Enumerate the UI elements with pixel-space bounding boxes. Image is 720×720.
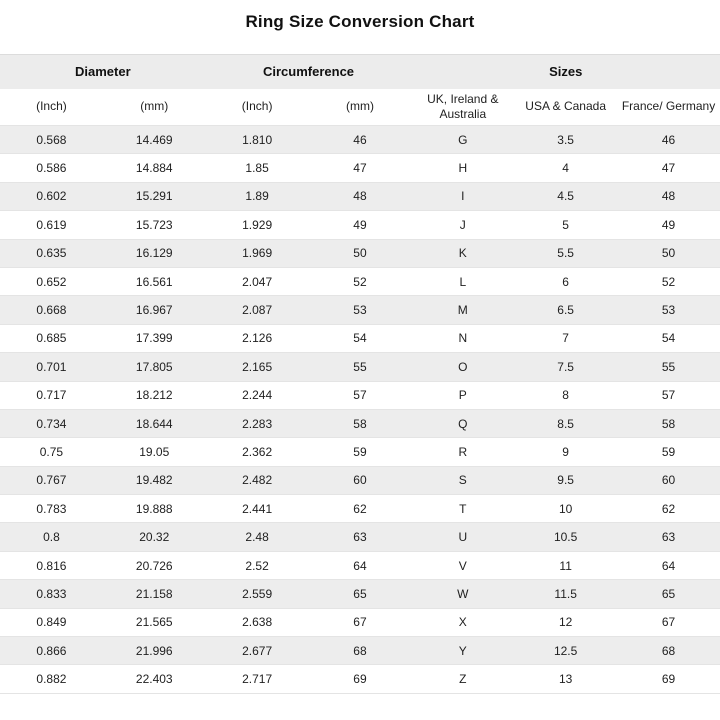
table-head: [0, 55, 720, 126]
table-cell: 4: [562, 161, 569, 176]
table-cell: 0.833: [36, 586, 67, 601]
table-cell: 15.291: [135, 189, 173, 204]
table-cell: 2.441: [242, 501, 273, 516]
table-cell: 2.677: [242, 643, 273, 658]
table-cell: 49: [353, 217, 367, 232]
table-cell: 11: [559, 558, 572, 573]
table-cell: 46: [353, 132, 367, 147]
table-cell: 0.866: [36, 643, 67, 658]
table-cell: O: [458, 359, 468, 374]
table-cell: 20.32: [139, 530, 170, 545]
table-cell: 2.165: [242, 359, 273, 374]
table-cell: 4.5: [557, 189, 574, 204]
table-cell: 0.685: [36, 331, 67, 346]
table-row: [0, 239, 720, 267]
table-cell: 0.668: [36, 303, 67, 318]
table-cell: 14.469: [135, 132, 173, 147]
table-cell: 52: [353, 274, 367, 289]
table-cell: 12.5: [553, 643, 578, 658]
table-cell: I: [461, 189, 465, 204]
table-cell: T: [459, 501, 467, 516]
table-cell: 0.734: [36, 416, 67, 431]
table-cell: 0.882: [36, 672, 67, 687]
table-row: [0, 324, 720, 352]
table-cell: 19.888: [135, 501, 173, 516]
table-cell: 0.75: [39, 444, 64, 459]
table-cell: 2.559: [242, 586, 273, 601]
table-cell: 7.5: [557, 359, 574, 374]
table-cell: 53: [353, 303, 367, 318]
table-cell: 9.5: [557, 473, 574, 488]
table-cell: 60: [353, 473, 367, 488]
table-cell: 1.810: [242, 132, 273, 147]
table-cell: 0.586: [36, 161, 67, 176]
table-cell: K: [458, 246, 467, 261]
table-cell: 17.399: [135, 331, 173, 346]
table-cell: 15.723: [135, 217, 173, 232]
table-cell: 10: [558, 501, 573, 516]
col-header-diameter-mm: (mm): [140, 99, 169, 114]
col-header-usa-canada: USA & Canada: [525, 99, 606, 114]
table-cell: 2.638: [242, 615, 273, 630]
table-cell: 0.635: [36, 246, 67, 261]
table-cell: Q: [458, 416, 468, 431]
table-cell: N: [458, 331, 468, 346]
table-cell: 46: [661, 132, 676, 147]
table-cell: 19.05: [139, 444, 170, 459]
table-row: [0, 409, 720, 437]
table-cell: 52: [661, 274, 676, 289]
table-cell: Y: [458, 643, 467, 658]
table-cell: 21.996: [135, 643, 173, 658]
table-cell: 0.568: [36, 132, 67, 147]
table-cell: 0.701: [36, 359, 67, 374]
table-cell: 54: [661, 331, 676, 346]
group-header-sizes: Sizes: [549, 64, 583, 80]
table-cell: 2.482: [242, 473, 273, 488]
table-cell: U: [458, 530, 468, 545]
table-cell: 64: [353, 558, 367, 573]
table-cell: 17.805: [135, 359, 173, 374]
table-cell: 64: [661, 558, 676, 573]
table-cell: 50: [661, 246, 676, 261]
table-cell: 20.726: [135, 558, 173, 573]
table-cell: 62: [661, 501, 676, 516]
table-cell: 2.717: [242, 672, 273, 687]
table-cell: 6.5: [557, 303, 574, 318]
table-row: [0, 495, 720, 523]
table-cell: 2.244: [242, 388, 273, 403]
table-cell: 57: [353, 388, 367, 403]
table-cell: 9: [562, 444, 569, 459]
table-cell: 0.816: [36, 558, 67, 573]
table-cell: 21.158: [135, 586, 173, 601]
table-cell: 2.48: [245, 530, 269, 545]
table-cell: 58: [353, 416, 367, 431]
table-row: [0, 211, 720, 239]
table-cell: 8: [562, 388, 569, 403]
table-cell: 12: [558, 615, 573, 630]
col-header-uk-ireland-australia: UK, Ireland & Australia: [427, 91, 499, 121]
table-cell: 69: [661, 672, 676, 687]
table-cell: 57: [661, 388, 676, 403]
table-cell: 53: [661, 303, 676, 318]
table-cell: 67: [353, 615, 367, 630]
table-row: [0, 438, 720, 466]
table-cell: 68: [353, 643, 367, 658]
table-cell: 0.717: [36, 388, 67, 403]
table-cell: 0.8: [43, 530, 60, 545]
table-cell: 2.362: [242, 444, 273, 459]
table-cell: 0.767: [36, 473, 67, 488]
table-cell: 63: [353, 530, 367, 545]
table-row: [0, 267, 720, 295]
column-header-row: [0, 89, 720, 126]
table-cell: P: [458, 388, 467, 403]
table-cell: 0.783: [36, 501, 67, 516]
table-row: [0, 381, 720, 409]
table-cell: 18.212: [135, 388, 173, 403]
ring-size-conversion-table: [0, 54, 720, 694]
table-row: [0, 296, 720, 324]
table-row: [0, 551, 720, 579]
table-cell: J: [459, 217, 466, 232]
table-cell: M: [457, 303, 468, 318]
table-cell: 7: [562, 331, 569, 346]
group-header-circumference: Circumference: [263, 64, 355, 80]
table-cell: 1.85: [245, 161, 269, 176]
table-cell: 58: [661, 416, 676, 431]
table-row: [0, 608, 720, 636]
table-cell: S: [458, 473, 467, 488]
table-cell: 1.969: [242, 246, 273, 261]
table-cell: 47: [353, 161, 367, 176]
table-row: [0, 665, 720, 693]
table-cell: 50: [353, 246, 367, 261]
table-cell: 0.652: [36, 274, 67, 289]
table-cell: 55: [661, 359, 676, 374]
page-title: Ring Size Conversion Chart: [245, 12, 475, 31]
table-cell: 65: [661, 586, 676, 601]
table-cell: 2.52: [245, 558, 269, 573]
table-cell: 2.047: [242, 274, 273, 289]
table-cell: Z: [459, 672, 467, 687]
table-cell: 18.644: [135, 416, 173, 431]
table-cell: 2.283: [242, 416, 273, 431]
table-cell: 3.5: [557, 132, 574, 147]
table-cell: 55: [353, 359, 367, 374]
table-cell: 16.129: [135, 246, 173, 261]
table-cell: R: [458, 444, 468, 459]
table-cell: 59: [353, 444, 367, 459]
table-cell: 65: [353, 586, 367, 601]
table-row: [0, 353, 720, 381]
table-cell: H: [458, 161, 468, 176]
table-cell: L: [459, 274, 467, 289]
table-cell: 49: [661, 217, 676, 232]
table-cell: 2.087: [242, 303, 273, 318]
table-row: [0, 523, 720, 551]
table-cell: 0.849: [36, 615, 67, 630]
table-cell: 8.5: [557, 416, 574, 431]
table-cell: 54: [353, 331, 367, 346]
group-header-diameter: Diameter: [75, 64, 131, 80]
table-cell: 16.561: [135, 274, 173, 289]
table-cell: W: [457, 586, 469, 601]
group-header-row: [0, 55, 720, 89]
col-header-france-germany: France/ Germany: [621, 99, 716, 114]
table-cell: 68: [661, 643, 676, 658]
table-cell: 1.929: [242, 217, 273, 232]
table-cell: 10.5: [553, 530, 578, 545]
table-body: [0, 126, 720, 694]
table-cell: 2.126: [242, 331, 273, 346]
col-header-circumference-mm: (mm): [345, 99, 374, 114]
table-cell: 22.403: [135, 672, 173, 687]
table-cell: G: [458, 132, 468, 147]
table-cell: 63: [661, 530, 676, 545]
table-cell: 0.602: [36, 189, 67, 204]
table-row: [0, 637, 720, 665]
table-cell: 47: [661, 161, 676, 176]
table-row: [0, 580, 720, 608]
col-header-diameter-inch: (Inch): [36, 99, 67, 114]
table-cell: 59: [661, 444, 676, 459]
table-cell: V: [458, 558, 467, 573]
table-cell: 67: [661, 615, 676, 630]
table-cell: 14.884: [135, 161, 173, 176]
col-header-circumference-inch: (Inch): [241, 99, 273, 114]
table-cell: 5: [562, 217, 569, 232]
table-cell: 62: [353, 501, 367, 516]
table-cell: 21.565: [135, 615, 173, 630]
table-cell: 5.5: [557, 246, 574, 261]
table-cell: 0.619: [36, 217, 67, 232]
table-cell: 16.967: [135, 303, 173, 318]
table-cell: 6: [562, 274, 569, 289]
table-row: [0, 182, 720, 210]
table-row: [0, 466, 720, 494]
table-cell: 48: [661, 189, 676, 204]
table-cell: 69: [353, 672, 367, 687]
table-cell: X: [458, 615, 467, 630]
table-cell: 19.482: [135, 473, 173, 488]
table-cell: 13: [558, 672, 573, 687]
table-row: [0, 126, 720, 154]
table-row: [0, 154, 720, 182]
table-cell: 48: [353, 189, 367, 204]
table-cell: 1.89: [245, 189, 269, 204]
table-cell: 60: [661, 473, 676, 488]
table-cell: 11.5: [554, 586, 577, 601]
